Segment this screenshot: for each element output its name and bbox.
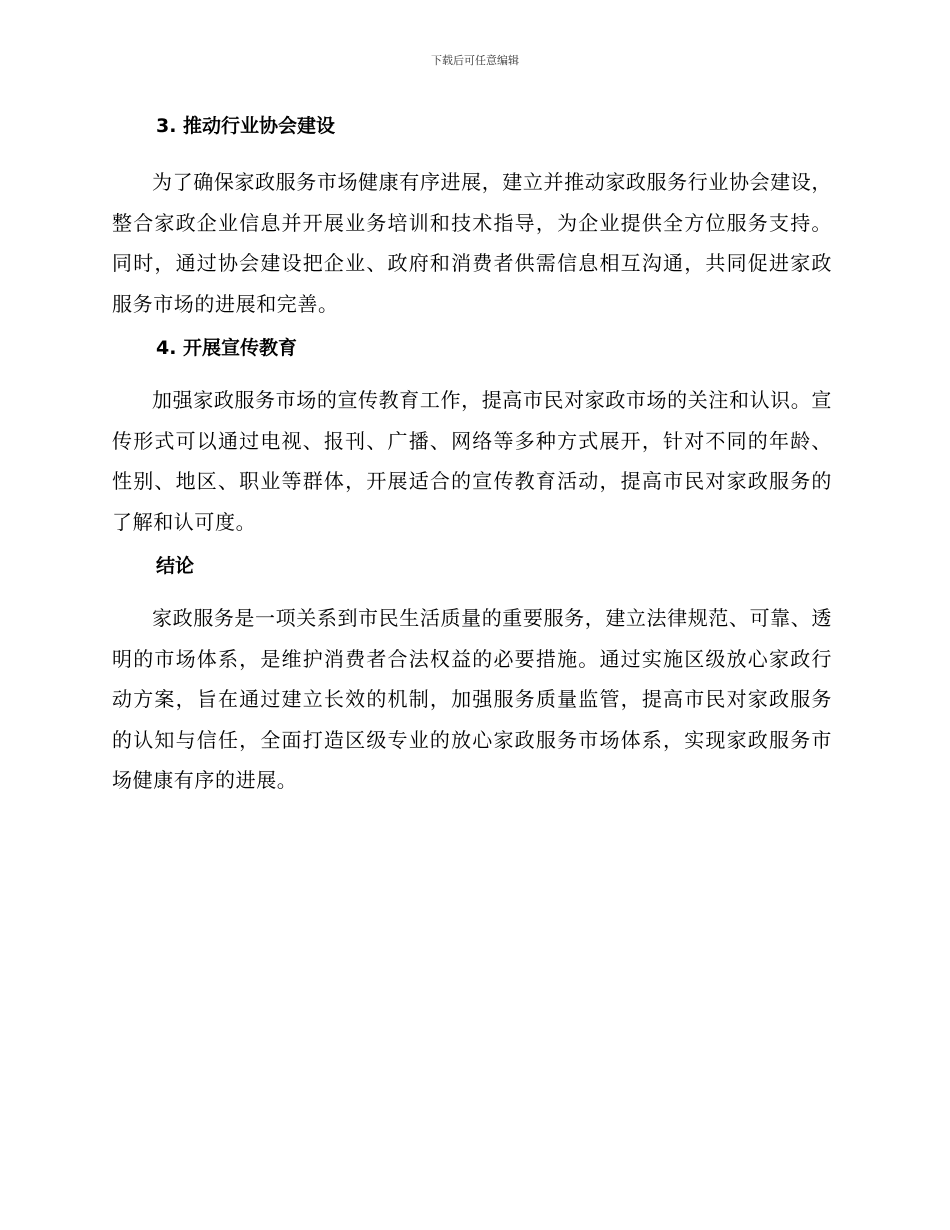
section-heading-industry-association: 3. 推动行业协会建设: [156, 115, 336, 137]
section-heading-publicity-education: 4. 开展宣传教育: [156, 337, 298, 359]
paragraph-industry-association: 为了确保家政服务市场健康有序进展，建立并推动家政服务行业协会建设，整合家政企业信息并开展业务培训和技术指导，为企业提供全方位服务支持。同时，通过协会建设把企业、政府和消费者供需信息相互沟通，共同促进家政服务市场的进展和完善。: [112, 170, 832, 316]
paragraph-publicity-education: 加强家政服务市场的宣传教育工作，提高市民对家政市场的关注和认识。宣传形式可以通过电视、报刊、广播、网络等多种方式展开，针对不同的年龄、性别、地区、职业等群体，开展适合的宣传教育活动，提高市民对家政服务的了解和认可度。: [112, 388, 832, 534]
paragraph-conclusion: 家政服务是一项关系到市民生活质量的重要服务，建立法律规范、可靠、透明的市场体系，是维护消费者合法权益的必要措施。通过实施区级放心家政行动方案，旨在通过建立长效的机制，加强服务质量监管，提高市民对家政服务的认知与信任，全面打造区级专业的放心家政服务市场体系，实现家政服务市场健康有序的进展。: [112, 606, 832, 792]
section-heading-conclusion: 结论: [156, 555, 195, 577]
document-body: [112, 112, 832, 811]
page-header: 下载后可任意编辑: [431, 54, 519, 67]
